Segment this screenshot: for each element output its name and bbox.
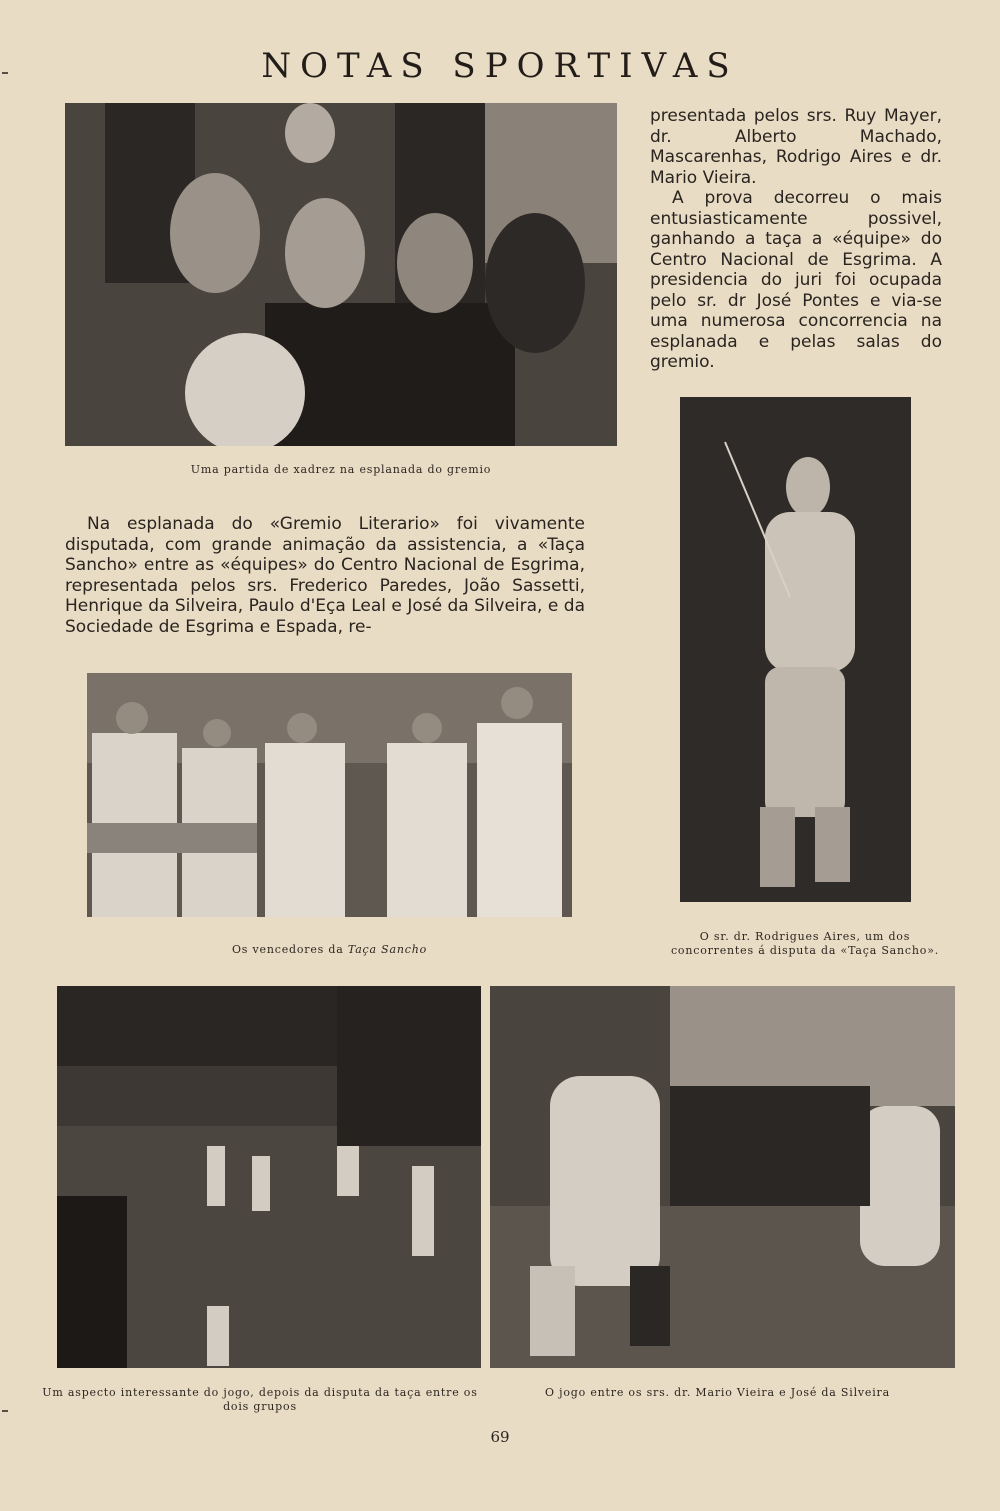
chess-caption: Uma partida de xadrez na esplanada do gremio bbox=[190, 463, 492, 476]
article-paragraph: presentada pelos srs. Ruy Mayer, dr. Alberto Machado, Mascarenhas, Rodrigo Aires e dr. Mario Vieira. bbox=[650, 106, 942, 188]
portrait-caption: O sr. dr. Rodrigues Aires, um dos concorrentes á disputa da «Taça Sancho». bbox=[670, 930, 940, 957]
article-paragraph: Na esplanada do «Gremio Literario» foi vivamente disputada, com grande animação da assistencia, a «Taça Sancho» entre as «équipes» do Centro Nacional de Esgrima, representada pelos srs. Frederico Paredes, João Sassetti, Henrique da Silveira, Paulo d'Eça Leal e José da Silveira, e da Sociedade de Esgrima e Espada, re- bbox=[65, 514, 585, 637]
page-title: NOTAS SPORTIVAS bbox=[261, 46, 739, 86]
chess-photo bbox=[65, 103, 617, 446]
duel-caption: O jogo entre os srs. dr. Mario Vieira e José da Silveira bbox=[545, 1386, 890, 1399]
winners-caption-text: Os vencedores da bbox=[231, 943, 348, 956]
article-right-column bbox=[650, 106, 942, 373]
article-left-column bbox=[65, 514, 585, 637]
article-paragraph: A prova decorreu o mais entusiasticamente possivel, ganhando a taça a «équipe» do Centro Nacional de Esgrima. A presidencia do juri foi ocupada pelo sr. dr José Pontes e via-se uma numerosa concorrencia na esplanada e pelas salas do gremio. bbox=[650, 188, 942, 372]
portrait-photo bbox=[680, 397, 911, 902]
duel-photo bbox=[490, 986, 955, 1368]
group-bout-photo bbox=[57, 986, 481, 1368]
winners-caption bbox=[87, 943, 572, 957]
winners-caption-italic: Taça Sancho bbox=[347, 943, 428, 956]
winners-photo bbox=[87, 673, 572, 917]
page-number: 69 bbox=[490, 1428, 510, 1446]
group-bout-caption: Um aspecto interessante do jogo, depois da disputa da taça entre os dois grupos bbox=[42, 1386, 478, 1413]
